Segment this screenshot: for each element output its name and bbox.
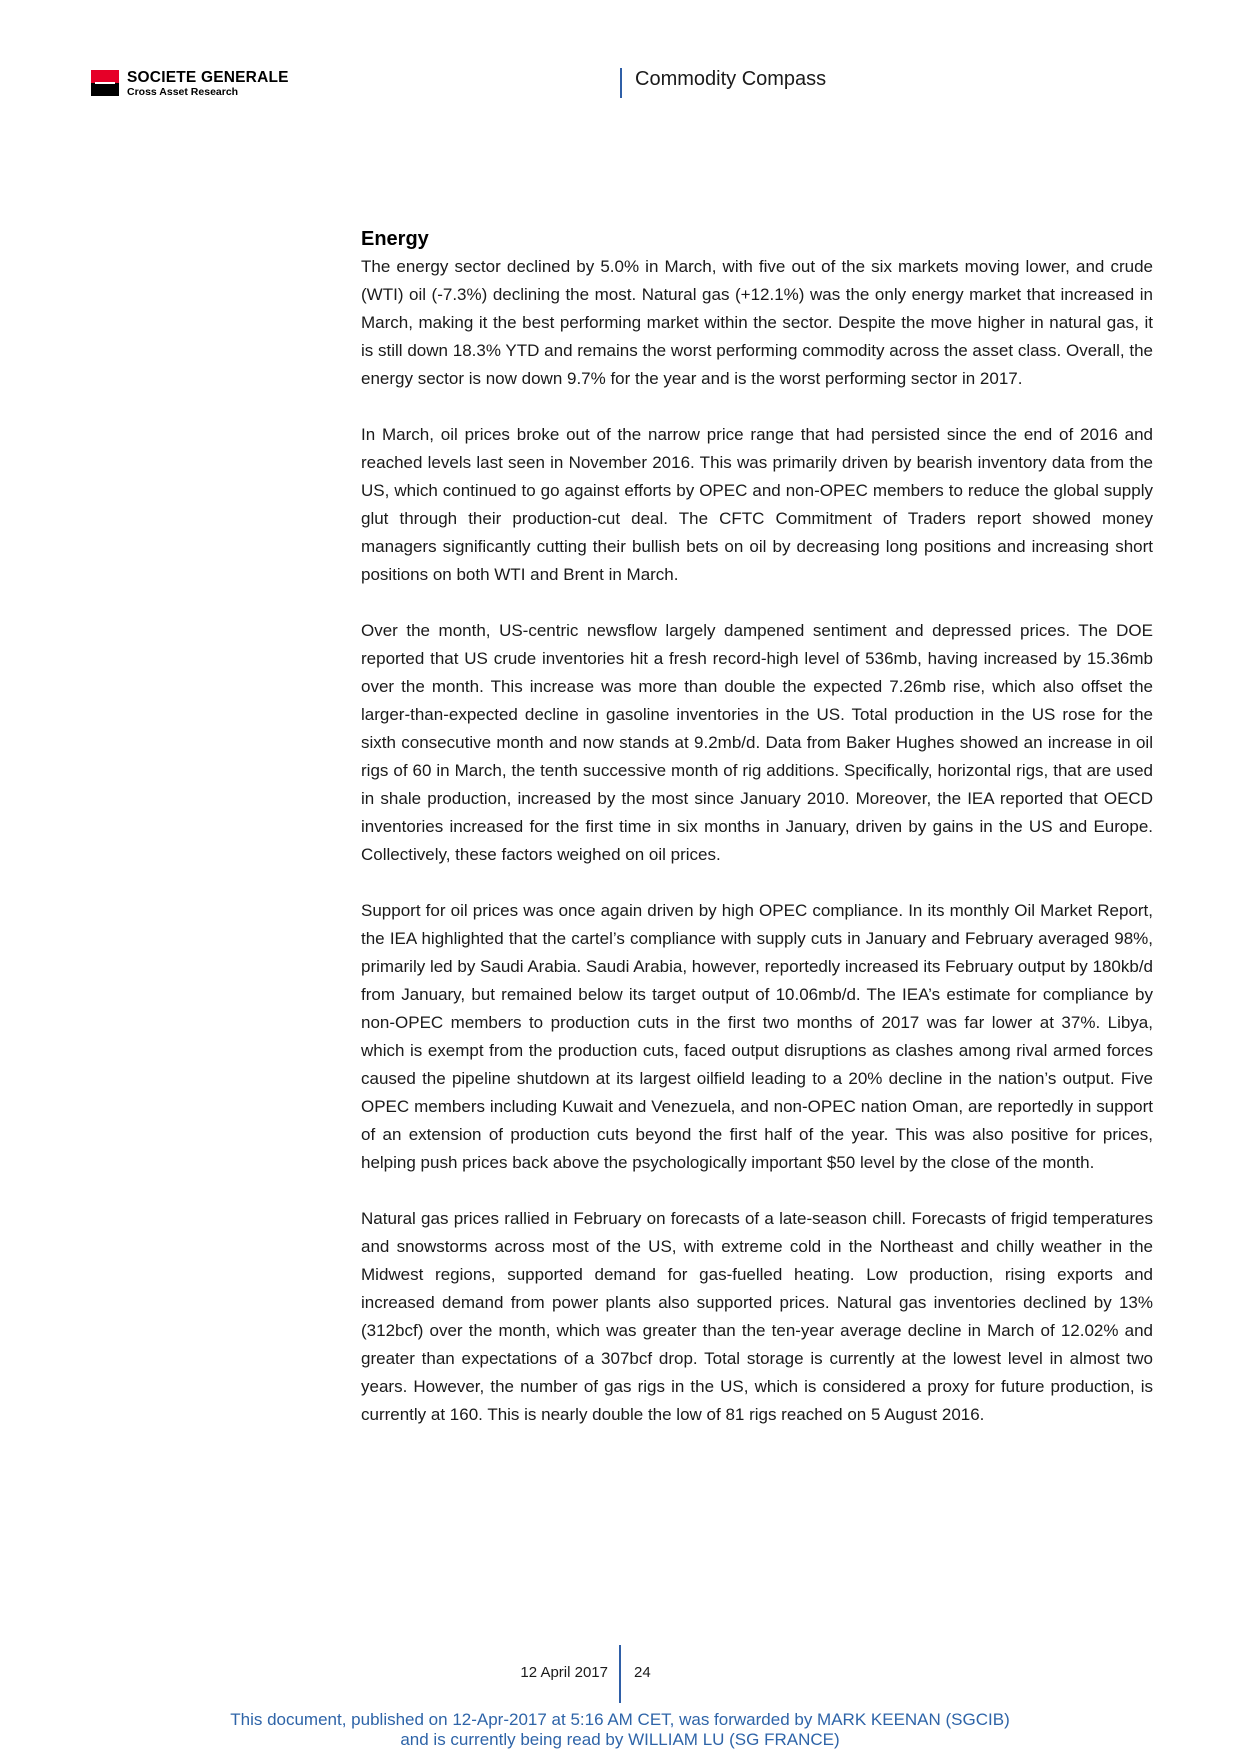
section-title: Energy — [361, 228, 429, 250]
notice-line-2: and is currently being read by WILLIAM LU (SG FRANCE) — [400, 1730, 840, 1749]
main-content — [361, 226, 1153, 1429]
brand-logo — [91, 70, 321, 100]
brand-subtitle: Cross Asset Research — [127, 86, 239, 98]
paragraph: In March, oil prices broke out of the narrow price range that had persisted since the end of 2016 and reached levels last seen in November 2016. This was primarily driven by bearish inventory data from the US, which continued to go against efforts by OPEC and non-OPEC members to reduce the global supply glut through their production-cut deal. The CFTC Commitment of Traders report showed money managers significantly cutting their bullish bets on oil by decreasing long positions and increasing short positions on both WTI and Brent in March. — [361, 425, 1153, 584]
footer-divider — [619, 1645, 621, 1703]
header-divider — [620, 68, 622, 98]
brand-name: SOCIETE GENERALE — [127, 69, 289, 86]
notice-line-1: This document, published on 12-Apr-2017 at 5:16 AM CET, was forwarded by MARK KEENAN (SGCIB) — [230, 1710, 1010, 1729]
footer-date: 12 April 2017 — [520, 1664, 608, 1681]
distribution-notice — [0, 1710, 1240, 1750]
publication-title: Commodity Compass — [635, 68, 827, 90]
paragraph: Support for oil prices was once again driven by high OPEC compliance. In its monthly Oil Market Report, the IEA highlighted that the cartel’s compliance with supply cuts in January and February averaged 98%, primarily led by Saudi Arabia. Saudi Arabia, however, reportedly increased its February output by 180kb/d from January, but remained below its target output of 10.06mb/d. The IEA’s estimate for compliance by non-OPEC members to production cuts in the first two months of 2017 was far lower at 37%. Libya, which is exempt from the production cuts, faced output disruptions as clashes among rival armed forces caused the pipeline shutdown at its largest oilfield leading to a 20% decline in the nation’s output. Five OPEC members including Kuwait and Venezuela, and non-OPEC nation Oman, are reportedly in support of an extension of production cuts beyond the first half of the year. This was also positive for prices, helping push prices back above the psychologically important $50 level by the close of the month. — [361, 901, 1153, 1172]
societe-generale-logo-icon — [91, 70, 119, 96]
page-number: 24 — [634, 1664, 651, 1681]
paragraph: Over the month, US-centric newsflow largely dampened sentiment and depressed prices. The DOE reported that US crude inventories hit a fresh record-high level of 536mb, having increased by 15.36mb over the month. This increase was more than double the expected 7.26mb rise, which also offset the larger-than-expected decline in gasoline inventories in the US. Total production in the US rose for the sixth consecutive month and now stands at 9.2mb/d. Data from Baker Hughes showed an increase in oil rigs of 60 in March, the tenth successive month of rig additions. Specifically, horizontal rigs, that are used in shale production, increased by the most since January 2010. Moreover, the IEA reported that OECD inventories increased for the first time in six months in January, driven by gains in the US and Europe. Collectively, these factors weighed on oil prices. — [361, 621, 1153, 864]
paragraph: The energy sector declined by 5.0% in March, with five out of the six markets moving lower, and crude (WTI) oil (-7.3%) declining the most. Natural gas (+12.1%) was the only energy market that increased in March, making it the best performing market within the sector. Despite the move higher in natural gas, it is still down 18.3% YTD and remains the worst performing commodity across the asset class. Overall, the energy sector is now down 9.7% for the year and is the worst performing sector in 2017. — [361, 257, 1153, 388]
paragraph: Natural gas prices rallied in February on forecasts of a late-season chill. Forecasts of frigid temperatures and snowstorms across most of the US, with extreme cold in the Northeast and chilly weather in the Midwest regions, supported demand for gas-fuelled heating. Low production, rising exports and increased demand from power plants also supported prices. Natural gas inventories declined by 13% (312bcf) over the month, which was greater than the ten-year average decline in March of 12.02% and greater than expectations of a 307bcf drop. Total storage is currently at the lowest level in almost two years. However, the number of gas rigs in the US, which is considered a proxy for future production, is currently at 160. This is nearly double the low of 81 rigs reached on 5 August 2016. — [361, 1209, 1153, 1424]
